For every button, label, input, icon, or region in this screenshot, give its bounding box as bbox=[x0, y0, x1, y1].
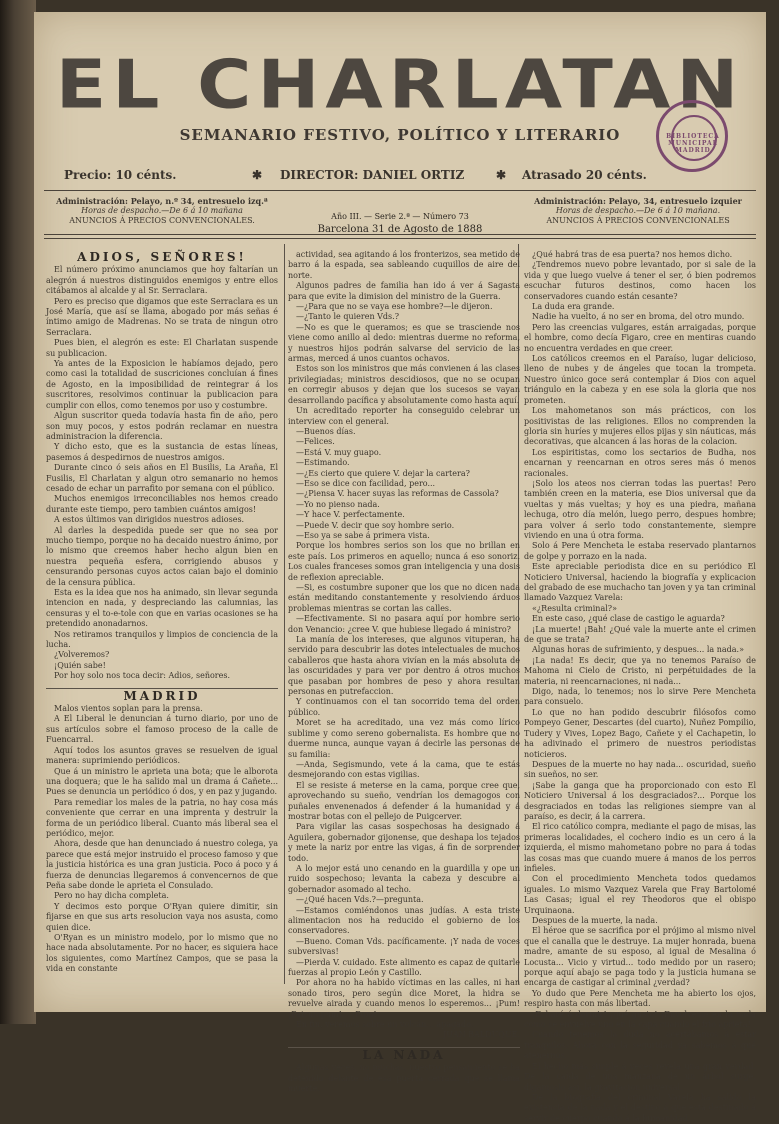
admin-right-ads: ANUNCIOS Á PRECIOS CONVENCIONALES bbox=[546, 216, 730, 225]
paragraph: —Estamos comiéndonos unas judías. A esta triste alimentacion nos ha reducido el gobierno de los conservadores. bbox=[288, 905, 520, 936]
paragraph: Porque los hombres serios son los que no brillan en este país. Los primeros en aquello; nunca á eso sonoriz. Los cuales franceses somos gran inteligencia y una dosis de reflexion apreciable. bbox=[288, 541, 520, 582]
paragraph: Nadie ha vuelto, á no ser en broma, del otro mundo. bbox=[532, 312, 745, 322]
paragraph: ¡Solo los ateos nos cierran todas las puertas! Pero también creen en la materia, ese Dios universal que da vueltas y más vueltas; y hoy es una piedra, mañana lechuga, otro día melón, luego perro, despues hombre; para volver á serlo todo constantemente, siempre viviendo en una ú otra forma. bbox=[524, 478, 756, 540]
paragraph: Esta es la idea que nos ha animado, sin llevar segunda intencion en nada, y despreciando las calumnias, las censuras y el to-e-tole con que en varias ocasiones se ha pretendido anonadarnos. bbox=[46, 588, 278, 629]
paragraph: Pero es preciso que digamos que este Serraclara es un José María, que así se llama, abogado por más señas é íntimo amigo de Madrenas. No se trata de ningun otro Serraclara. bbox=[46, 296, 278, 337]
paragraph: Solo á Pere Mencheta le estaba reservado plantarnos de golpe y porrazo en la nada. bbox=[524, 541, 756, 561]
paragraph: —¿Qué hacen Vds.?—pregunta. bbox=[296, 895, 424, 905]
paragraph: ¿Volveremos? bbox=[54, 650, 110, 660]
paragraph: Pero no hay dicha completa. bbox=[54, 891, 169, 901]
paragraph: —Puede V. decir que soy hombre serio. bbox=[296, 520, 455, 530]
newspaper-page bbox=[34, 12, 766, 1123]
paragraph: Algunos padres de familia han ido á ver á Sagasta para que evite la dimision del ministro de la Guerra. bbox=[288, 281, 520, 301]
issue-meta: Año III. — Serie 2.ª — Número 73 bbox=[331, 212, 469, 221]
paragraph: —Bueno. Coman Vds. pacíficamente. ¡Y nada de voces subversivas! bbox=[288, 936, 520, 957]
paragraph: Nos retiramos tranquilos y limpios de conciencia de la lucha. bbox=[46, 629, 278, 650]
paragraph: Que á un ministro le aprieta una bota; que le alborota una doquera; que le ha salido mal un drama á Cañete... Pues se denuncia un periódico ó dos, y en paz y jugando. bbox=[46, 766, 278, 797]
divider bbox=[44, 234, 756, 235]
paragraph: Con el procedimiento Mencheta todos quedamos iguales. Lo mismo Vazquez Varela que Fray Bartolomé Las Casas; igual el rey Theodoros que el obispo Urquinaona. bbox=[524, 874, 756, 915]
paragraph: —Eso ya se sabe á primera vista. bbox=[296, 530, 430, 540]
paragraph: Despues de la muerte no hay nada... oscuridad, sueño sin sueños, no ser. bbox=[524, 759, 756, 780]
paragraph: «¿Resulta criminal?» bbox=[532, 603, 617, 613]
admin-right-hours: Horas de despacho.—De 6 á 10 mañana. bbox=[555, 206, 721, 215]
paragraph: A estos últimos van dirigidos nuestros adioses. bbox=[54, 515, 245, 525]
back-issue-price: Atrasado 20 cénts. bbox=[522, 168, 647, 182]
paragraph: Malos vientos soplan para la prensa. bbox=[54, 704, 203, 714]
paragraph: Despues de la muerte, la nada. bbox=[532, 916, 658, 925]
paragraph: El se resiste á meterse en la cama, porque cree que, aprovechando su sueño, vendrían los demagogos con puñales envenenados á defender á la humanidad y á mostrar botas con el pellejo de Puigcerver. bbox=[288, 780, 520, 821]
paragraph: Para remediar los males de la patria, no hay cosa más conveniente que cerrar en una imprenta y destruir la forma de un periódico liberal. Cuanto más liberal sea el periódico, mejor. bbox=[46, 797, 278, 838]
paragraph: —Felices. bbox=[296, 437, 335, 447]
paragraph: Pero las creencias vulgares, están arraigadas, porque el hombre, como decía Figaro, cree en mentiras cuando no encuentra verdades en que creer. bbox=[524, 322, 756, 353]
masthead-subtitle: SEMANARIO FESTIVO, POLÍTICO Y LITERARIO bbox=[179, 126, 621, 144]
paragraph: Lo que no han podido descubrir filósofos como Pompeyo Gener, Descartes (del cuarto), Nuñez Pompilio, Tudery y Vives, Lopez Bago, Cañete y el Cachapetin, lo ha adivinado el primero de nuestros periodistas noticieros. bbox=[524, 707, 756, 759]
issue-date: Barcelona 31 de Agosto de 1888 bbox=[317, 224, 483, 235]
paragraph: Y decimos esto porque O'Ryan quiere dimitir, sin fijarse en que sus arts resolucion vaya nos asusta, como quien dice. bbox=[46, 901, 278, 932]
author-signature: JUAN BALDUQUE. bbox=[443, 1030, 520, 1040]
paragraph: La duda era grande. bbox=[532, 302, 615, 312]
paragraph: —Estimando. bbox=[296, 458, 350, 468]
paragraph: A El Liberal le denuncian á turno diario, por uno de sus artículos sobre el famoso proceso de la calle de Fuencarral. bbox=[46, 714, 278, 745]
paragraph: —¿Para que no se vaya ese hombre?—le dijeron. bbox=[296, 302, 493, 312]
star-icon: ✱ bbox=[252, 168, 263, 182]
paragraph: —Está V. muy guapo. bbox=[296, 447, 382, 457]
paragraph: Ahora, desde que han denunciado á nuestro colega, ya parece que está mejor instruido el proceso famoso y que la justicia histórica es una gran justicia. Poco á poco y á fuerza de denuncias llegaremos á convencernos de que Peña sabe donde le aprieta el Consulado. bbox=[46, 839, 278, 890]
paragraph: Y continuamos con el tan socorrido tema del orden público. bbox=[288, 697, 520, 717]
paragraph: —No es que le queramos; es que se trasciende nos viene como anillo al dedo: mientras duerme no reforma, y nuestros hijos podrán salvarse del servicio de las armas, merced á unos cuantos ochavos. bbox=[288, 322, 520, 364]
paragraph: —¿Es cierto que quiere V. dejar la cartera? bbox=[296, 468, 470, 478]
article-heading: LA NADA bbox=[362, 1047, 446, 1062]
paragraph: A lo mejor está uno cenando en la guardilla y ope un ruido sospechoso; levanta la cabeza y descubre al gobernador asomado al techo. bbox=[288, 863, 520, 894]
stamp-text: BIBLIOTECA MUNICIPAL MADRID bbox=[666, 133, 720, 154]
paragraph: —Pierda V. cuidado. Este alimento es capaz de quitarle fuerzas al propio León y Castillo. bbox=[288, 957, 520, 978]
column-rule bbox=[284, 244, 285, 984]
paragraph: —Anda, Segismundo, vete á la cama, que te estás desmejorando con estas vigilias. bbox=[288, 759, 520, 780]
paragraph: Para vigilar las casas sospechosas ha designado á Aguilera, gobernador gijonense, que deshapa los tejados y mete la nariz por entre las vigas, á fin de sorprender todo. bbox=[288, 822, 520, 863]
paragraph: —Efectivamente. Si no pasara aquí por hombre serio don Venancio: ¿cree V. que hubiese llegado á ministro? bbox=[288, 614, 520, 634]
admin-right-address: Administración: Pelayo, 34, entresuelo izquier bbox=[534, 196, 742, 206]
paragraph: El héroe que se sacrifica por el prójimo al mismo nivel que el canalla que le destruye. La mujer honrada, buena madre, amante de su esposo, al igual de Mesalina ó Locusta... Vicio y virtud... todo medido por un rasero; porque aquí abajo se paga todo y la justicia humana se encarga de castigar al criminal ¿verdad? bbox=[524, 926, 756, 988]
paragraph: Por ahora no ha habido víctimas en las calles, ni han sonado tiros, pero según dice Moret, la hidra se revuelve airada y cuando menos lo esperemos... ¡Pum! ¡Patrumpum!... ¡Pum! bbox=[288, 978, 520, 1019]
admin-right bbox=[520, 196, 756, 226]
paragraph: ¡La nada! Es decir, que ya no tenemos Paraíso de Mahoma ni Cielo de Cristo, ni perpétuidades de la materia, ni reencarnaciones, ni nada... bbox=[524, 655, 756, 686]
admin-left-address: Administración: Pelayo, n.º 34, entresuelo izq.ª bbox=[56, 196, 268, 206]
paragraph: ¡La muerte! ¡Bah! ¿Qué vale la muerte ante el crimen de que se trata? bbox=[524, 624, 756, 645]
paragraph: Moret se ha acreditado, una vez más como lírico sublime y como sereno gobernalista. Es hombre que no duerme nunca, aunque vayan á decirle las personas de su familia: bbox=[288, 718, 520, 759]
paragraph: ¡Quién sabe! bbox=[54, 660, 106, 670]
article-heading: MADRID bbox=[123, 688, 201, 703]
library-stamp-icon bbox=[656, 100, 728, 172]
paragraph: El número próximo anunciamos que hoy faltarían un alegrón á nuestros distinguidos enemigos y entre ellos citábamos al alcalde y al Sr. Serraclara. bbox=[46, 265, 278, 296]
admin-left bbox=[46, 196, 278, 226]
paragraph: actividad, sea agitando á los fronterizos, sea metido de barro á la espada, sea sableando cuquillos de aire del norte. bbox=[288, 250, 520, 280]
column-2 bbox=[288, 250, 520, 1094]
director: DIRECTOR: DANIEL ORTIZ bbox=[280, 168, 465, 182]
paragraph: Algun suscritor queda todavía hasta fin de año, pero son muy pocos, y estos podrán reclamar en nuestra administracion la diferencia. bbox=[46, 411, 278, 441]
dateline bbox=[284, 210, 516, 236]
paragraph: Este apreciable periodista dice en su periódico El Noticiero Universal, haciendo la biografía y explicacion del grabado de ese muchacho tan joven y ya tan criminal llamado Vazquez Varela: bbox=[524, 562, 756, 603]
paragraph: Un acreditado reporter ha conseguido celebrar un interview con el general. bbox=[288, 406, 520, 426]
paragraph: Yo dudo que Pere Mencheta me ha abierto los ojos, respiro hasta con más libertad. bbox=[524, 988, 756, 1009]
book-binding bbox=[0, 0, 36, 1024]
paragraph: —Si, es costumbre suponer que los que no dicen nada están meditando constantemente y resolviendo árduos problemas mientras se cortan las calles. bbox=[288, 583, 520, 613]
paragraph: —¿Tanto le quieren Vds.? bbox=[296, 312, 399, 322]
paragraph: Aquí todos los asuntos graves se resuelven de igual manera: suprimiendo periódicos. bbox=[46, 745, 278, 766]
paragraph: —¿Piensa V. hacer suyas las reformas de Cassola? bbox=[296, 489, 499, 499]
paragraph: Por hoy solo nos toca decir: Adios, señores. bbox=[54, 671, 230, 681]
paragraph: Los mahometanos son más prácticos, con los positivistas de las religiones. Ellos no comprenden la gloria sin huríes y mujeres ellos pijas y sin náuticas, más decorativas, que alcancen á las horas de la colacion. bbox=[524, 406, 756, 447]
paragraph: Pues bien, el alegrón es este: El Charlatan suspende su publicacion. bbox=[46, 338, 278, 358]
paragraph: O'Ryan es un ministro modelo, por lo mismo que no hace nada absolutamente. Por no hacer, es siquiera hace los siguientes, como Martínez Campos, que se pasa la vida en constante bbox=[46, 933, 278, 974]
paragraph: El hecho más simple á veces revela una gran verdad. De la caída de una manzana de un árbol surge, digámoslo así, la gravitacion universal. bbox=[524, 1061, 756, 1092]
paragraph: Los espiritistas, como los sectarios de Budha, nos encarnan y reencarnan en otros seres más ó menos racionales. bbox=[524, 447, 756, 478]
paragraph: —Eso se dice con facilidad, pero... bbox=[296, 478, 436, 488]
paragraph: Algunas horas de sufrimiento, y despues... la nada.» bbox=[532, 645, 744, 655]
star-icon: ✱ bbox=[496, 168, 507, 182]
paragraph: Ya antes de la Exposicion le habíamos dejado, pero como casi la totalidad de suscriciones concluían á fines de Agosto, en la imposibilidad de reintegrar á los suscritores, resolvimos continuar la publicacion para cumplir con ellos, como tenemos por uso y costumbre. bbox=[46, 359, 278, 410]
price: Precio: 10 cénts. bbox=[64, 168, 177, 182]
paragraph: Durante cinco ó seis años en El Busilis, La Araña, El Fusilis, El Charlatan y algun otro semanario no hemos cesado de echar un parrafito por semana con el público. bbox=[46, 463, 278, 493]
article-heading: ADIOS, SEÑORES! bbox=[77, 250, 247, 264]
admin-left-ads: ANUNCIOS Á PRECIOS CONVENCIONALES. bbox=[69, 216, 255, 225]
paragraph: Muchos enemigos irreconciliables nos hemos creado durante este tiempo, pero tambien cuántos amigos! bbox=[46, 494, 278, 514]
paragraph: —Yo no pienso nada. bbox=[296, 499, 380, 509]
paragraph: Digo, nada, lo tenemos; nos lo sirve Pere Mencheta para consuelo. bbox=[524, 687, 756, 707]
divider bbox=[44, 238, 756, 239]
divider bbox=[44, 190, 756, 191]
paragraph: De la biografía del criminal Varela ha salido la existencia de la nada y el destino á que está destinado á servir de cuerpo cuando á la humanidad. bbox=[524, 1092, 756, 1123]
paragraph: —Buenos días. bbox=[296, 426, 356, 436]
masthead-title: EL CHARLATAN bbox=[55, 46, 745, 124]
paragraph: Los católicos creemos en el Paraíso, lugar delicioso, lleno de nubes y de ángeles que tocan la trompeta. Nuestro único goce será contemplar á Dios con aquel triángulo en la cabeza y en ese sola la gloria que nos prometen. bbox=[524, 354, 756, 405]
info-bar bbox=[34, 168, 766, 190]
paragraph: En este caso, ¿qué clase de castigo le aguarda? bbox=[532, 614, 725, 624]
column-1 bbox=[46, 250, 278, 995]
column-3 bbox=[524, 250, 756, 1123]
paragraph: Y dicho esto, que es la sustancia de estas líneas, pasemos á despedirnos de nuestros amigos. bbox=[46, 442, 278, 462]
paragraph: ¿Qué habrá tras de esa puerta? nos hemos dicho. bbox=[532, 250, 733, 259]
paragraph: ¡Sabe la ganga que ha proporcionado con esto El Noticiero Universal á los desgraciados?... Porque los desgraciados en todas las religiones siempre van al paraíso, es decir, á la carrera. bbox=[524, 780, 756, 821]
paragraph: Cuando tenemos la duda no acertábamos á estar tranquilos. Ahora con la seguridad ya sabemos á qué atenernos. bbox=[524, 1030, 756, 1061]
paragraph: ¿Tendremos nuevo pobre levantado, por si sale de la vida y que luego vuelve á tener el ser, ó bien podremos escuchar futuros destinos, como hacen los conservadores cuando están cesante? bbox=[524, 260, 756, 301]
paragraph: El rico católico compra, mediante el pago de misas, las primeras localidades, el cochero indio es un cero á la izquierda, el mismo mahometano pobre no para á todas las cosas mas que cuando muere á manos de los perros infieles. bbox=[524, 822, 756, 873]
paragraph: —Y hace V. perfectamente. bbox=[296, 510, 405, 520]
paragraph: En fin, veremos sobre un volcán... apagado. bbox=[296, 1020, 474, 1030]
paragraph: ¡Echaré á dormir! ¡qué gusto! ¡Envolveme en la nada como se envuelve uno en la capa cuando el frio aprieta! bbox=[524, 1009, 756, 1030]
paragraph: Algunas veces, no muchas, nuestro pensamiento se ha detenido delante de esa puerta cerrada que se llama muerte. bbox=[288, 1063, 520, 1094]
paragraph: La manía de los intereses, que algunos vituperan, ha servido para descubrir las dotes intelectuales de muchos caballeros que hasta ahora vivían en la más absoluta de las oscuridades y para ver por dentro á otros muchos que pasaban por hombres de peso y ahora resultan personas en putrefaccion. bbox=[288, 635, 520, 697]
paragraph: Estos son los ministros que más convienen á las clases privilegiadas; ministros descidiosos, que no se ocupan en corregir abusos y dejan que los sucesos se vayan desarrollando pacífica y absolutamente como hasta aquí. bbox=[288, 364, 520, 405]
paragraph: Al darles la despedida puede ser que no sea por mucho tiempo, porque no ha decaido nuestro ánimo, por lo mismo que creemos haber hecho algun bien en nuestra pequeña esfera, corrigiendo abusos y censurando personas cuyos actos caian bajo el dominio de la censura pública. bbox=[46, 525, 278, 587]
admin-left-hours: Horas de despacho.—De 6 á 10 mañana bbox=[81, 206, 243, 215]
